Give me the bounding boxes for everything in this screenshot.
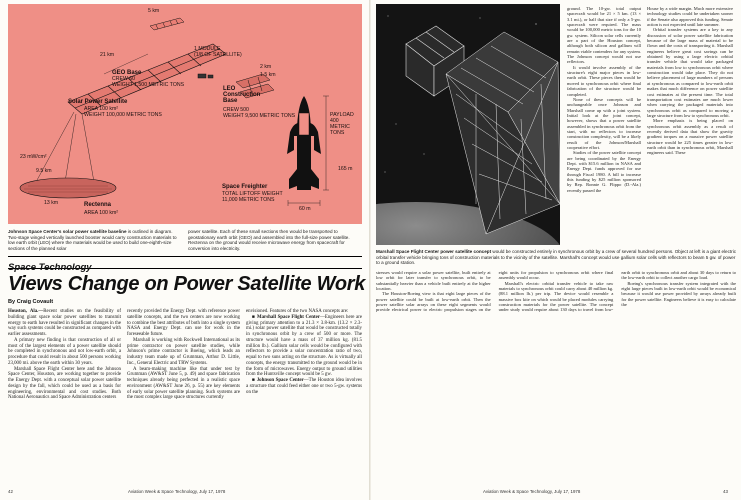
leo-base-title: LEO Construction Base <box>223 86 261 104</box>
diagram-artwork <box>8 4 362 224</box>
paragraph: Studies of the power satellite concept are being coordinated by the Energy Dept. with $15.6 million in NASA and Energy Dept. funds approved for use through Fiscal 1980. A bill to increase this funding by $25 million sponsored by Rep. Ronnie G. Flippo (D.-Ala.) recently passed the <box>567 150 641 193</box>
solar-power-satellite-diagram <box>8 4 362 224</box>
section-title: Space Technology <box>8 262 92 273</box>
paragraph: House by a wide margin. Much more extensive technology studies could be undertaken sooner if the Senate also approved this funding. Senate action is not expected until late summer. <box>647 6 733 28</box>
paragraph: Orbital transfer systems are a key to any discussion of solar power satellite fabrication because of the large mass of material to be flown and the costs of transporting it. Marshall engineers believe great cost savings can be obtained by using a large electric orbital transfer vehicle that would take packaged materials from low to synchronous orbit where construction would take place. They do not believe placement of large numbers of persons at synchronous as compared to low-earth orbit makes that much difference on power satellite cost estimates at the present time. The total transportation cost estimates are much lower when carrying the packaged materials into synchronous orbit as compared to moving a large structure from low to synchronous orbit. <box>647 27 733 118</box>
power-density-label: 23 mW/cm² <box>20 154 47 160</box>
paragraph: stresses would require a solar power satellite, built entirely at low orbit for later transfer to synchronous orbit, to be substantially heavier than a vehicle built entirely at the higher location. <box>376 270 491 292</box>
dim-60m-label: 60 m <box>299 206 311 212</box>
sps-title: Solar Power Satellite <box>68 99 128 105</box>
paragraph: A primary new finding is that construction of all or most of the largest elements of a power satellite should be completed in synchronous and not low-earth orbit, a procedure that could result in about 500 persons working 23,000 mi. above the earth within 30 years. <box>8 337 121 366</box>
page-number-left: 42 <box>8 489 13 494</box>
paragraph: envisioned. Features of the two NASA concepts are: <box>246 309 349 314</box>
paragraph: Boeing's synchronous transfer system integrated with the eight large pieces built in low-earth orbit would be economical because it would use power provided by arrays already built for the power satellite. Engineers believe it is easy to calculate the <box>621 280 736 308</box>
dim-13km-label: 13 km <box>44 200 59 206</box>
module-label: 1 MODULE (1/8 OF SATELLITE) <box>194 46 242 58</box>
paragraph: A beam-making machine like that under test by Grumman (AW&ST June 5, p. 49) and space fabrication techniques already being perfected in a realistic space environment (AW&ST June 26, p. 55) are key elements of early solar power satellite planning. Such systems are the most complex large space structures currently <box>127 366 240 401</box>
paragraph: ground. The 10-gw. total output spacecraft would be 21 × 5 km. (13 × 3.1 mi.), or half that size if only a 5-gw. spacecraft were required. The mass would be 100,000 metric tons for the 10 gw. system. Silicon solar cells currently are a part of the Houston concept, although both silicon and gallium will remain viable contenders for any system. The Johnson concept would not use reflectors. <box>567 6 641 65</box>
page-number-right: 43 <box>723 489 728 494</box>
left-page <box>0 0 370 500</box>
photo-caption-bold: Marshall Space Flight Center power satellite concept <box>376 249 492 254</box>
diagram-caption-left <box>8 229 181 251</box>
paragraph: Marshall Space Flight Center here and the Johnson Space Center, Houston, are working together to provide the Energy Dept. with a conceptual solar power satellite design by the fall, which could be used as a basis for engineering, environmental and cost studies. Both National Aeronautics and Space Administration centers <box>8 366 121 401</box>
paragraph-text: —Engineers here are giving primary attention to a 21.3 × 3.8-km. (13.2 × 2.3-mi.) solar power satellite that would be constructed totally in synchronous orbit by a crew of 500 or more. The structure would have a mass of 37 million kg. (81.5 million lb.). Gallium solar cells would be configured with reflectors to provide a solar concentration ratio of two, equal to two suns acting on the structure. As is virtually all concepts, the energy transmitted to the ground would be in the form of microwaves. Energy output to ground utilities from the Huntsville concept would be 5 gw. <box>246 314 362 378</box>
rectenna-details: AREA 100 km² <box>84 210 119 216</box>
publication-footer-right: Aviation Week & Space Technology, July 17, 1978 <box>483 489 581 494</box>
section-header <box>8 256 362 273</box>
dim-21km-label: 21 km <box>100 52 115 58</box>
geo-base-details: CREW 60 WEIGHT 1,500 METRIC TONS <box>112 76 185 88</box>
subhead-johnson: ■ Johnson Space Center <box>252 378 304 383</box>
caption-left-text: is outlined in diagram. Two-stage winged vertically launched booster would carry construction materials to low earth orbit (LEO) where the materials would be used to build one-eighth-size sections of the planned solar <box>8 229 177 251</box>
dim-95km-label: 9.5 km <box>36 168 52 174</box>
geo-base-title: GEO Base <box>112 70 142 76</box>
right-column-1 <box>567 6 641 193</box>
satellite-photo-artwork <box>376 4 560 245</box>
paragraph-text: —The Houston idea involves a structure that could feed either one or two 5-gw. systems on the <box>246 378 363 395</box>
dateline: Houston, Ala.— <box>8 309 44 314</box>
photo-caption <box>376 249 736 266</box>
left-column-1 <box>8 309 121 401</box>
paragraph-text: Recent studies on the feasibility of building giant space solar power satellites to transmit energy to earth have resulted in significant changes in the way such systems could be constructed as compared with earlier assessments. <box>8 309 121 337</box>
right-column-2 <box>647 6 733 156</box>
paragraph: The Houston-Boeing view is that eight large pieces of the power satellite could be built at low-earth orbit. Then the power satellite solar arrays on these eight segments would provide electrical power to electric propulsion stages on the eight units for propulsion to synchronous orbit where final assembly would occur. <box>376 270 614 313</box>
caption-left-bold: Johnson Space Center's solar power satellite baseline <box>8 229 127 234</box>
paragraph <box>246 378 362 395</box>
leo-base-details: CREW 500 WEIGHT 9,500 METRIC TONS <box>223 107 296 119</box>
paragraph: recently provided the Energy Dept. with reference power satellite concepts, and the two centers are now working to combine the best attributes of both into a single system NASA and Energy Dept. can use for work in the foreseeable future. <box>127 309 240 337</box>
article-headline: Views Change on Power Satellite Work <box>8 273 366 295</box>
right-page <box>371 0 741 500</box>
byline: By Craig Covault <box>8 299 54 305</box>
subhead-marshall: ■ Marshall Space Flight Center <box>252 314 320 320</box>
photo-caption-text: would be constructed entirely in synchronous orbit by a crew of several hundred persons. Object at left is a giant electric orbital transfer vehicle bringing tons of construction materials to the vicinity of the satellite. Marshall's concept would use gallium solar cells with reflectors to beam 5 gw. of power to a ground station. <box>376 249 737 266</box>
paragraph: Marshall is working with Rockwell International as its prime contractor on power satellite studies, while Johnson's prime contractor is Boeing, which leads an industry team made up of Grumman, Arthur D. Little, Inc., General Electric and TRW Systems. <box>127 337 240 366</box>
paragraph: More emphasis is being placed on synchronous orbit assembly as a result of recently derived data that show the gravity gradient torques on a massive power satellite structure would be 225 times greater in low-earth orbit than in synchronous orbit, Marshall engineers said. These <box>647 118 733 156</box>
freighter-details: TOTAL LIFTOFF WEIGHT 11,000 METRIC TONS <box>222 191 283 203</box>
dim-2km-label: 2 km <box>260 64 272 70</box>
paragraph: None of these concepts will be unchangeable once Johnson and Marshall come up with a joint system. Initial look at the joint concept, however, shows that a power satellite assembled in synchronous orbit from the start, with no reflectors to increase construction complexity, will be a likely result of the Johnson/Marshall cooperative effort. <box>567 96 641 150</box>
payload-label: PAYLOAD 400 METRIC TONS <box>330 112 354 136</box>
rectenna-title: Rectenna <box>84 202 112 208</box>
diagram-caption-right: power satellite. Each of these small sections then would be transported to geostationary earth orbit (GEO) and assembled into the full-size power satellite. Rectenna on the ground would receive microwave energy from spacecraft for conversion into electricity. <box>188 229 350 251</box>
paragraph: It would involve assembly of the structure's eight major pieces in low-earth orbit. These pieces then would be moved to synchronous orbit where final fabrication of the structure would be completed. <box>567 64 641 97</box>
dim-165m-label: 165 m <box>338 166 353 172</box>
satellite-concept-photo <box>376 4 560 245</box>
right-column-3 <box>376 270 736 484</box>
dim-5km-label: 5 km <box>148 8 160 14</box>
freighter-title: Space Freighter <box>222 184 268 190</box>
publication-footer-left: Aviation Week & Space Technology, July 17, 1978 <box>128 489 226 494</box>
paragraph <box>246 315 362 378</box>
paragraph: Marshall's electric orbital transfer vehicle to take raw materials to synchronous orbit could carry about 40 million kg. (88.1 million lb.) per trip. The device would resemble a massive box kite on which would be placed modules carrying construction materials for the power satellite. The concept under study would require about 130 days to travel from low-earth orbit to synchronous orbit and about 30 days to return to the low-earth orbit to collect another cargo load. <box>498 270 736 313</box>
sps-details: AREA 100 km² WEIGHT 100,000 METRIC TONS <box>84 106 162 118</box>
paragraph <box>8 309 121 338</box>
left-column-3 <box>246 309 362 395</box>
dim-15km-label: 1.5 km <box>260 72 276 78</box>
left-column-2 <box>127 309 240 401</box>
